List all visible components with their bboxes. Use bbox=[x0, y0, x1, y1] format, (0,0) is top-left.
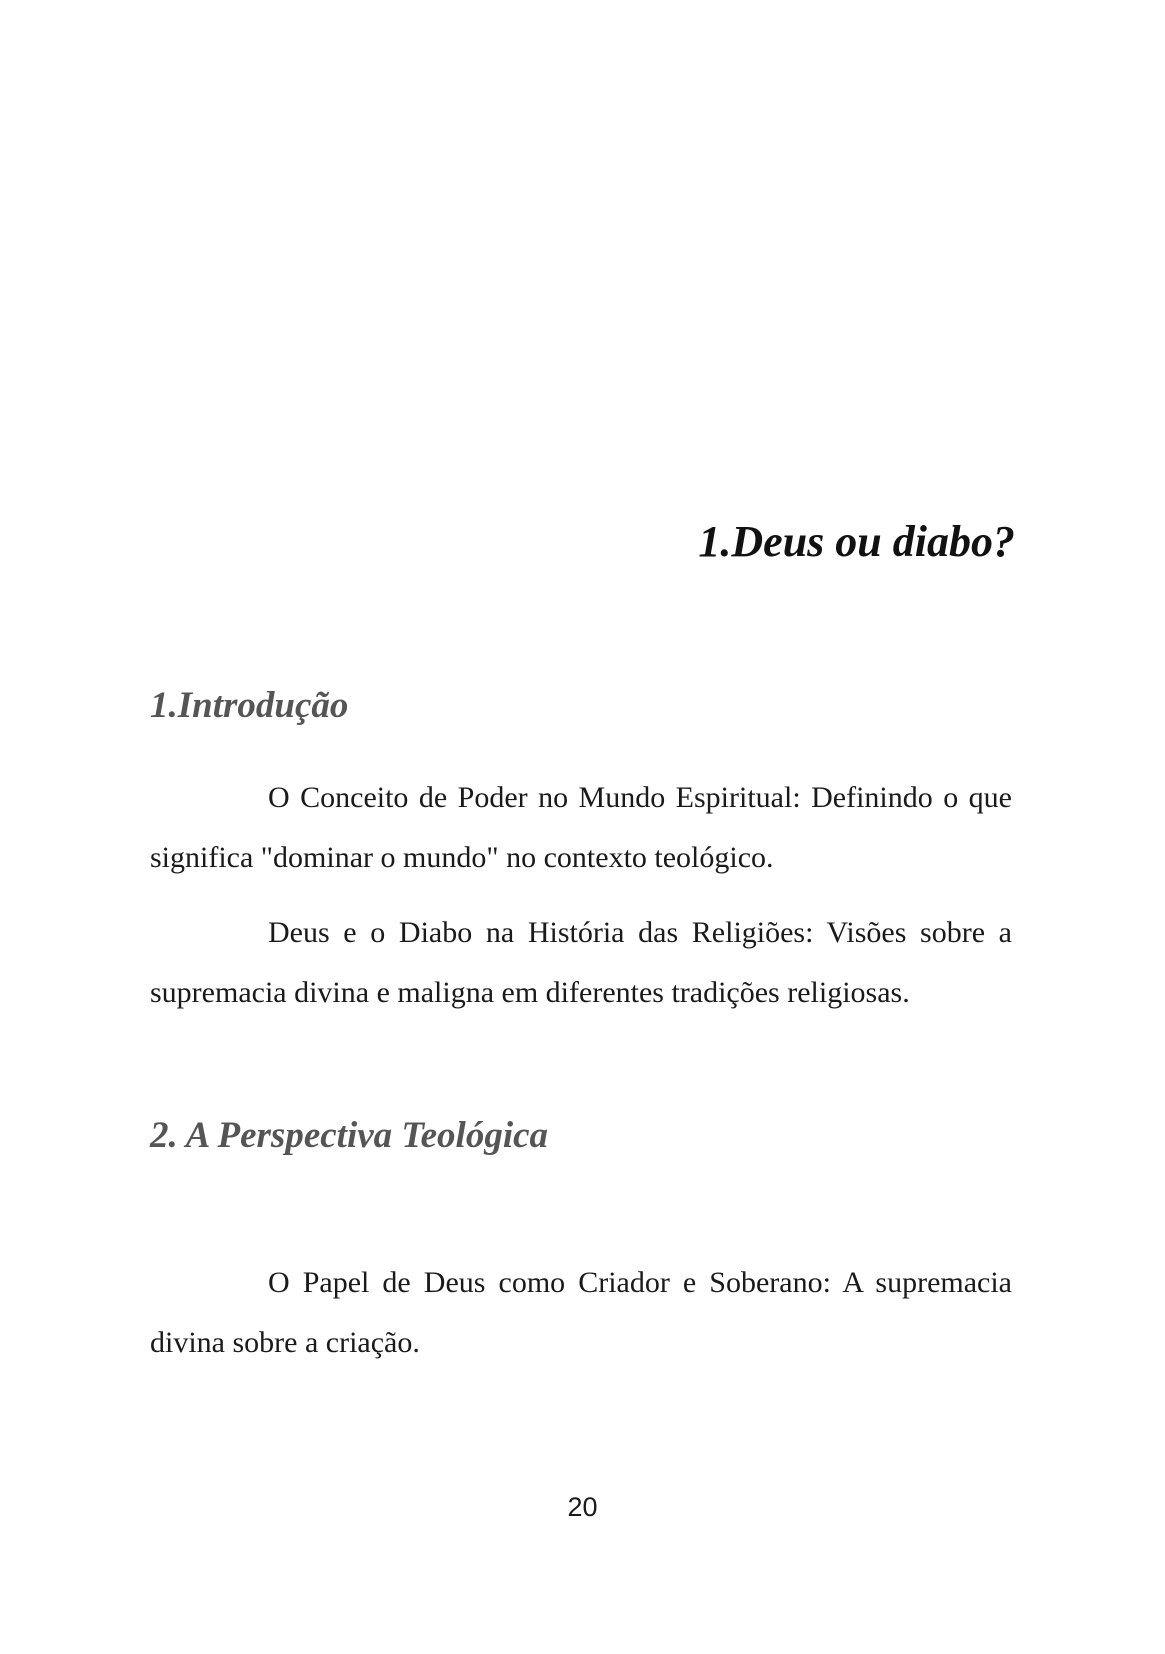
chapter-title: 1.Deus ou diabo? bbox=[698, 517, 1015, 566]
paragraph-historia-das-religioes: Deus e o Diabo na História das Religiões: Visões sobre a supremacia divina e maligna em diferentes tradições religiosas. bbox=[150, 916, 1012, 1009]
section-heading-introducao: 1.Introdução bbox=[150, 685, 349, 726]
paragraph-papel-de-deus: O Papel de Deus como Criador e Soberano: A supremacia divina sobre a criação. bbox=[150, 1266, 1012, 1359]
page-number: 20 bbox=[567, 1492, 598, 1522]
section-heading-perspectiva-teologica: 2. A Perspectiva Teológica bbox=[150, 1115, 549, 1156]
paragraph-conceito-de-poder: O Conceito de Poder no Mundo Espiritual: Definindo o que significa "dominar o mundo" no contexto teológico. bbox=[150, 781, 1012, 874]
